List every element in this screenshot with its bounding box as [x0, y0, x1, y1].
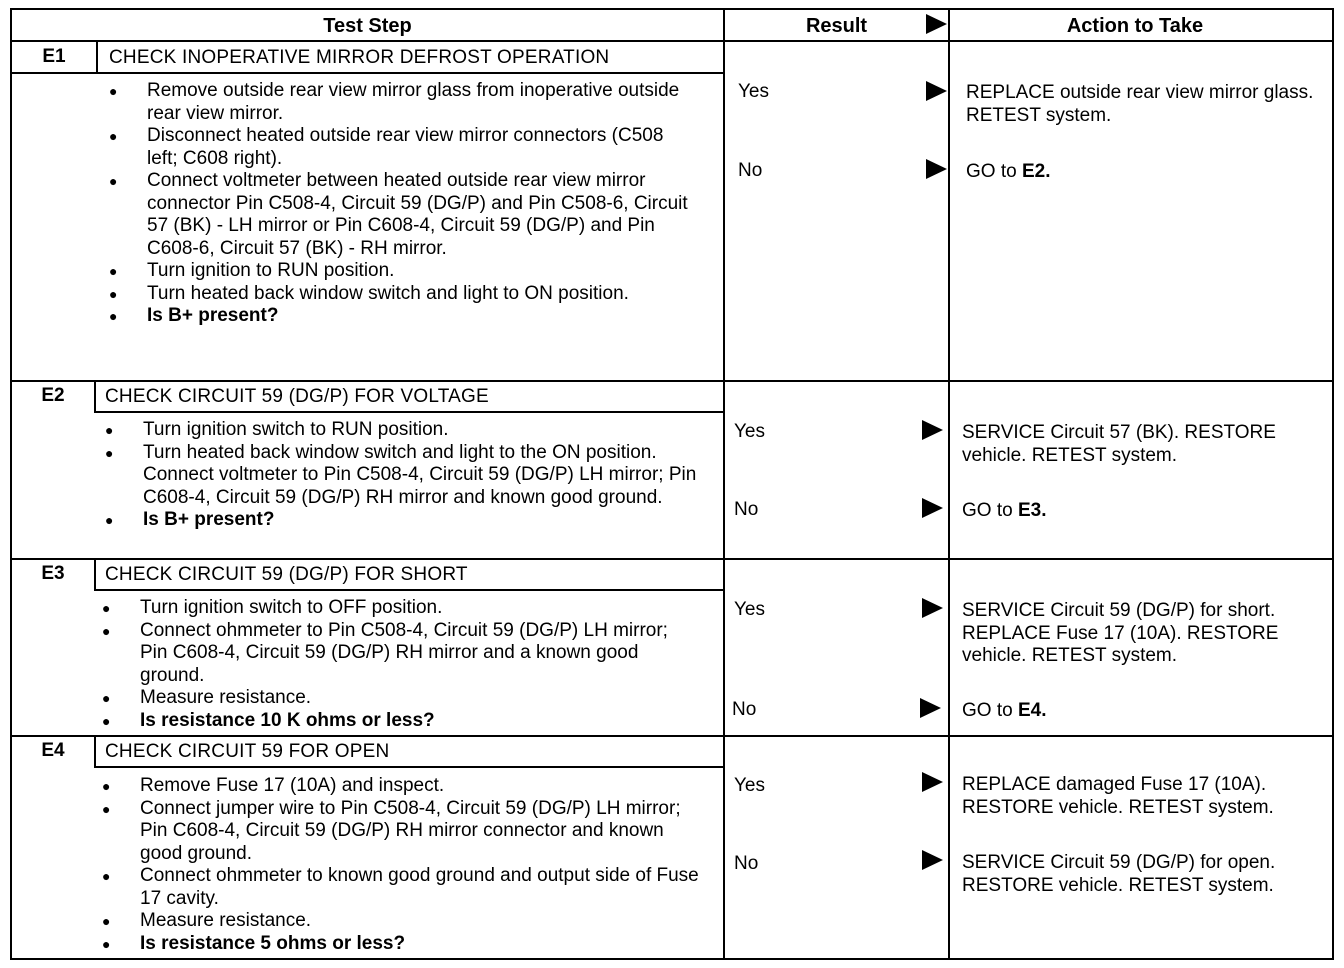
- result-arrow-icon: [926, 159, 947, 179]
- diagnostic-table: [10, 8, 1334, 960]
- result-no: No: [734, 499, 759, 520]
- step-bullets: [109, 80, 699, 328]
- title-rule-e2: [94, 411, 723, 413]
- result-no: No: [734, 853, 759, 874]
- step-title: CHECK CIRCUIT 59 FOR OPEN: [105, 741, 390, 762]
- row-divider-e2: [12, 380, 1332, 382]
- header-result: Result: [805, 15, 868, 37]
- header-arrow-icon: [926, 14, 947, 34]
- action-text: REPLACE damaged Fuse 17 (10A). RESTORE vehicle. RETEST system.: [962, 774, 1274, 818]
- bullet-item: ● Connect voltmeter between heated outside rear view mirror connector Pin C508-4, Circuit 59 (DG/P) and Pin C508-6, Circuit 57 (BK) - LH mirror or Pin C608-4, Circuit 59 (DG/P) and Pin C608-6, Circuit 57 (BK) - RH mirror.: [109, 170, 699, 260]
- bullet-question: ● Is B+ present?: [105, 509, 699, 532]
- action-text: GO to E4.: [962, 700, 1047, 721]
- step-title: CHECK INOPERATIVE MIRROR DEFROST OPERATION: [109, 47, 610, 68]
- step-bullets: [102, 597, 699, 732]
- step-id: E1: [42, 46, 66, 67]
- bullet-item: ● Turn heated back window switch and light to ON position.: [109, 283, 699, 306]
- bullet-item: ● Turn ignition switch to RUN position.: [105, 419, 699, 442]
- bullet-item: ● Turn ignition to RUN position.: [109, 260, 699, 283]
- id-divider-e2: [94, 380, 96, 413]
- step-bullets: [102, 775, 699, 955]
- result-yes: Yes: [734, 599, 765, 620]
- result-no: No: [732, 699, 757, 720]
- bullet-item: ● Remove Fuse 17 (10A) and inspect.: [102, 775, 699, 798]
- bullet-question: ● Is B+ present?: [109, 305, 699, 328]
- action-step-ref: E4.: [1017, 700, 1047, 721]
- action-step-ref: E2.: [1021, 161, 1051, 182]
- action-text: REPLACE outside rear view mirror glass. RETEST system.: [966, 82, 1314, 126]
- result-arrow-icon: [922, 598, 943, 618]
- bullet-item: ● Turn ignition switch to OFF position.: [102, 597, 699, 620]
- action-text: GO to E2.: [966, 161, 1051, 182]
- action-text: SERVICE Circuit 57 (BK). RESTORE vehicle. RETEST system.: [962, 422, 1276, 466]
- step-title: CHECK CIRCUIT 59 (DG/P) FOR VOLTAGE: [105, 386, 489, 407]
- column-divider-result: [723, 10, 725, 958]
- step-title: CHECK CIRCUIT 59 (DG/P) FOR SHORT: [105, 564, 468, 585]
- title-rule-e1: [12, 72, 723, 74]
- column-divider-action: [948, 10, 950, 958]
- row-divider-e3: [12, 558, 1332, 560]
- header-divider: [12, 40, 1332, 42]
- row-divider-e4: [12, 735, 1332, 737]
- step-bullets: [105, 419, 699, 532]
- result-yes: Yes: [734, 421, 765, 442]
- header-action: Action to Take: [1066, 15, 1204, 37]
- id-divider-e3: [94, 558, 96, 591]
- id-divider-e1: [96, 40, 98, 74]
- title-rule-e3: [94, 589, 723, 591]
- action-text: SERVICE Circuit 59 (DG/P) for short. REPLACE Fuse 17 (10A). RESTORE vehicle. RETEST system.: [962, 600, 1279, 666]
- bullet-item: ● Disconnect heated outside rear view mirror connectors (C508 left; C608 right).: [109, 125, 699, 170]
- result-arrow-icon: [922, 420, 943, 440]
- action-text: SERVICE Circuit 59 (DG/P) for open. RESTORE vehicle. RETEST system.: [962, 852, 1276, 896]
- bullet-item: ● Turn heated back window switch and light to the ON position. Connect voltmeter to Pin C508-4, Circuit 59 (DG/P) LH mirror; Pin C608-4, Circuit 59 (DG/P) RH mirror and known good ground.: [105, 442, 699, 510]
- bullet-question: ● Is resistance 5 ohms or less?: [102, 933, 699, 956]
- bullet-item: ● Remove outside rear view mirror glass from inoperative outside rear view mirror.: [109, 80, 699, 125]
- bullet-item: ● Connect ohmmeter to known good ground and output side of Fuse 17 cavity.: [102, 865, 699, 910]
- bullet-item: ● Measure resistance.: [102, 910, 699, 933]
- bullet-question: ● Is resistance 10 K ohms or less?: [102, 710, 699, 733]
- action-text: GO to E3.: [962, 500, 1047, 521]
- result-yes: Yes: [738, 81, 769, 102]
- action-step-ref: E3.: [1017, 500, 1047, 521]
- result-arrow-icon: [922, 850, 943, 870]
- result-arrow-icon: [922, 772, 943, 792]
- step-id: E3: [41, 563, 65, 584]
- title-rule-e4: [94, 766, 723, 768]
- result-arrow-icon: [926, 81, 947, 101]
- bullet-item: ● Measure resistance.: [102, 687, 699, 710]
- step-id: E2: [41, 385, 65, 406]
- bullet-item: ● Connect ohmmeter to Pin C508-4, Circuit 59 (DG/P) LH mirror; Pin C608-4, Circuit 59 (DG/P) RH mirror and a known good ground.: [102, 620, 699, 688]
- result-arrow-icon: [920, 698, 941, 718]
- result-arrow-icon: [922, 498, 943, 518]
- result-yes: Yes: [734, 775, 765, 796]
- result-no: No: [738, 160, 763, 181]
- bullet-item: ● Connect jumper wire to Pin C508-4, Circuit 59 (DG/P) LH mirror; Pin C608-4, Circuit 59 (DG/P) RH mirror connector and known good ground.: [102, 798, 699, 866]
- step-id: E4: [41, 740, 65, 761]
- header-test-step: Test Step: [323, 15, 412, 37]
- id-divider-e4: [94, 735, 96, 768]
